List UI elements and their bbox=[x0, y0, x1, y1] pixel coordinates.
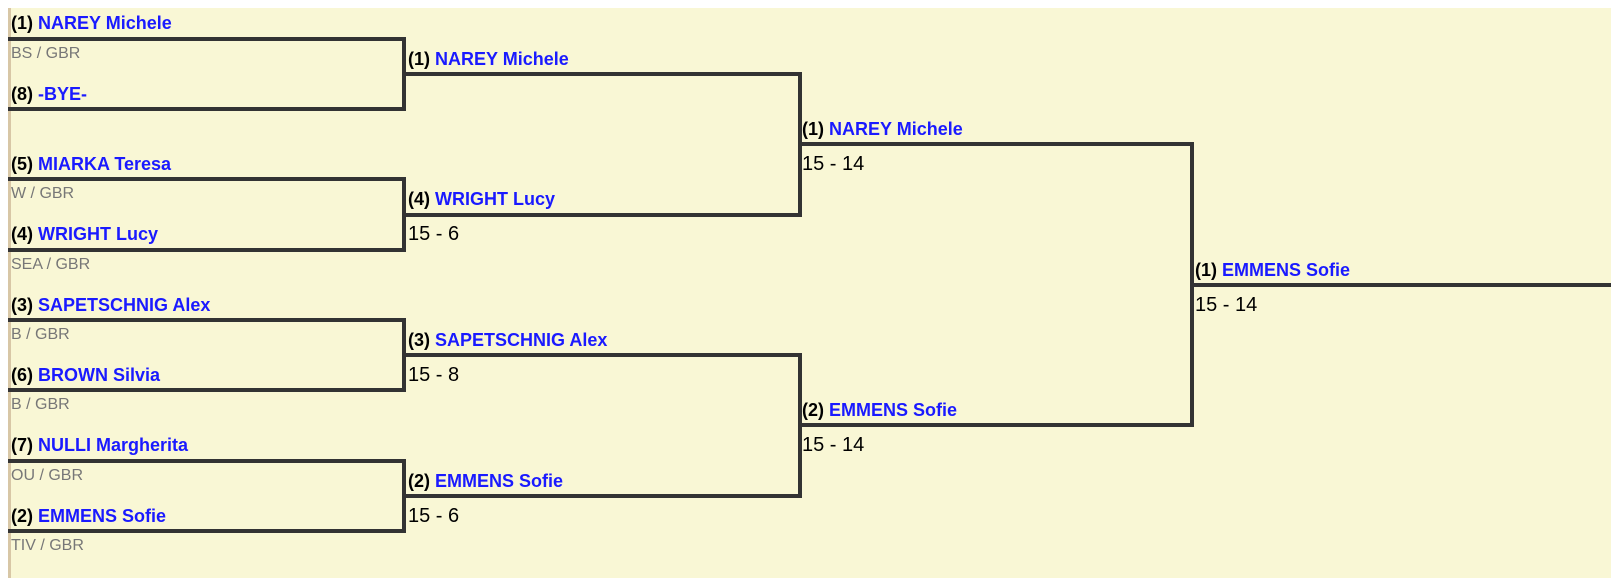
fencer-name-link[interactable]: WRIGHT Lucy bbox=[435, 189, 556, 209]
fencer-name-link[interactable]: EMMENS Sofie bbox=[1222, 260, 1351, 280]
bracket-line bbox=[8, 529, 406, 533]
club-label: W / GBR bbox=[11, 185, 75, 202]
match-score: 15 - 14 bbox=[802, 434, 865, 456]
seed: (5) bbox=[11, 154, 33, 174]
bracket-line bbox=[8, 37, 406, 41]
seed: (1) bbox=[408, 49, 430, 69]
fencer-name-link[interactable]: NAREY Michele bbox=[38, 13, 172, 33]
seed: (3) bbox=[408, 330, 430, 350]
seed: (7) bbox=[11, 435, 33, 455]
r1-entry-2 bbox=[11, 83, 87, 105]
fencer-name-link[interactable]: NULLI Margherita bbox=[38, 435, 189, 455]
fencer-name-link[interactable]: MIARKA Teresa bbox=[38, 154, 172, 174]
tournament-bracket bbox=[8, 8, 1611, 578]
seed: (1) bbox=[802, 119, 824, 139]
r3-entry-2 bbox=[802, 399, 957, 421]
seed: (3) bbox=[11, 295, 33, 315]
seed: (8) bbox=[11, 84, 33, 104]
fencer-name-link[interactable]: SAPETSCHNIG Alex bbox=[435, 330, 608, 350]
fencer-name-link[interactable]: SAPETSCHNIG Alex bbox=[38, 295, 211, 315]
fencer-name-link[interactable]: EMMENS Sofie bbox=[38, 506, 167, 526]
match-score: 15 - 8 bbox=[408, 364, 460, 386]
seed: (2) bbox=[408, 471, 430, 491]
fencer-name-link[interactable]: EMMENS Sofie bbox=[829, 400, 958, 420]
r2-entry-1 bbox=[408, 48, 569, 70]
r1-entry-8 bbox=[11, 505, 166, 527]
r2-entry-3 bbox=[408, 329, 607, 351]
seed: (4) bbox=[408, 189, 430, 209]
match-score: 15 - 14 bbox=[1195, 294, 1258, 316]
seed: (2) bbox=[11, 506, 33, 526]
club-label: B / GBR bbox=[11, 396, 70, 413]
club-label: B / GBR bbox=[11, 326, 70, 343]
bracket-line bbox=[8, 107, 406, 111]
seed: (1) bbox=[1195, 260, 1217, 280]
seed: (6) bbox=[11, 365, 33, 385]
bracket-line bbox=[8, 459, 406, 463]
club-label: TIV / GBR bbox=[11, 537, 84, 554]
bracket-line bbox=[1190, 283, 1611, 287]
bracket-line bbox=[8, 177, 406, 181]
match-score: 15 - 6 bbox=[408, 223, 460, 245]
bracket-line bbox=[8, 388, 406, 392]
fencer-name-link[interactable]: WRIGHT Lucy bbox=[38, 224, 159, 244]
fencer-name-link[interactable]: EMMENS Sofie bbox=[435, 471, 564, 491]
r2-entry-4 bbox=[408, 470, 563, 492]
seed: (2) bbox=[802, 400, 824, 420]
bracket-line bbox=[798, 423, 1194, 427]
club-label: OU / GBR bbox=[11, 467, 84, 484]
fencer-name-link[interactable]: NAREY Michele bbox=[829, 119, 963, 139]
club-label: SEA / GBR bbox=[11, 256, 91, 273]
r1-entry-3 bbox=[11, 153, 171, 175]
bracket-line bbox=[402, 353, 802, 357]
final-winner-entry bbox=[1195, 259, 1350, 281]
fencer-name-link[interactable]: -BYE- bbox=[38, 84, 88, 104]
seed: (4) bbox=[11, 224, 33, 244]
r1-entry-7 bbox=[11, 434, 188, 456]
r3-entry-1 bbox=[802, 118, 963, 140]
fencer-name-link[interactable]: NAREY Michele bbox=[435, 49, 569, 69]
bracket-line bbox=[402, 213, 802, 217]
seed: (1) bbox=[11, 13, 33, 33]
club-label: BS / GBR bbox=[11, 45, 81, 62]
fencer-name-link[interactable]: BROWN Silvia bbox=[38, 365, 161, 385]
r1-entry-1 bbox=[11, 12, 172, 34]
r1-entry-6 bbox=[11, 364, 160, 386]
match-score: 15 - 6 bbox=[408, 505, 460, 527]
bracket-line bbox=[8, 248, 406, 252]
match-score: 15 - 14 bbox=[802, 153, 865, 175]
r2-entry-2 bbox=[408, 188, 555, 210]
r1-entry-5 bbox=[11, 294, 210, 316]
bracket-line bbox=[8, 318, 406, 322]
bracket-line bbox=[402, 494, 802, 498]
bracket-line bbox=[402, 72, 802, 76]
bracket-line bbox=[798, 142, 1194, 146]
r1-entry-4 bbox=[11, 223, 158, 245]
